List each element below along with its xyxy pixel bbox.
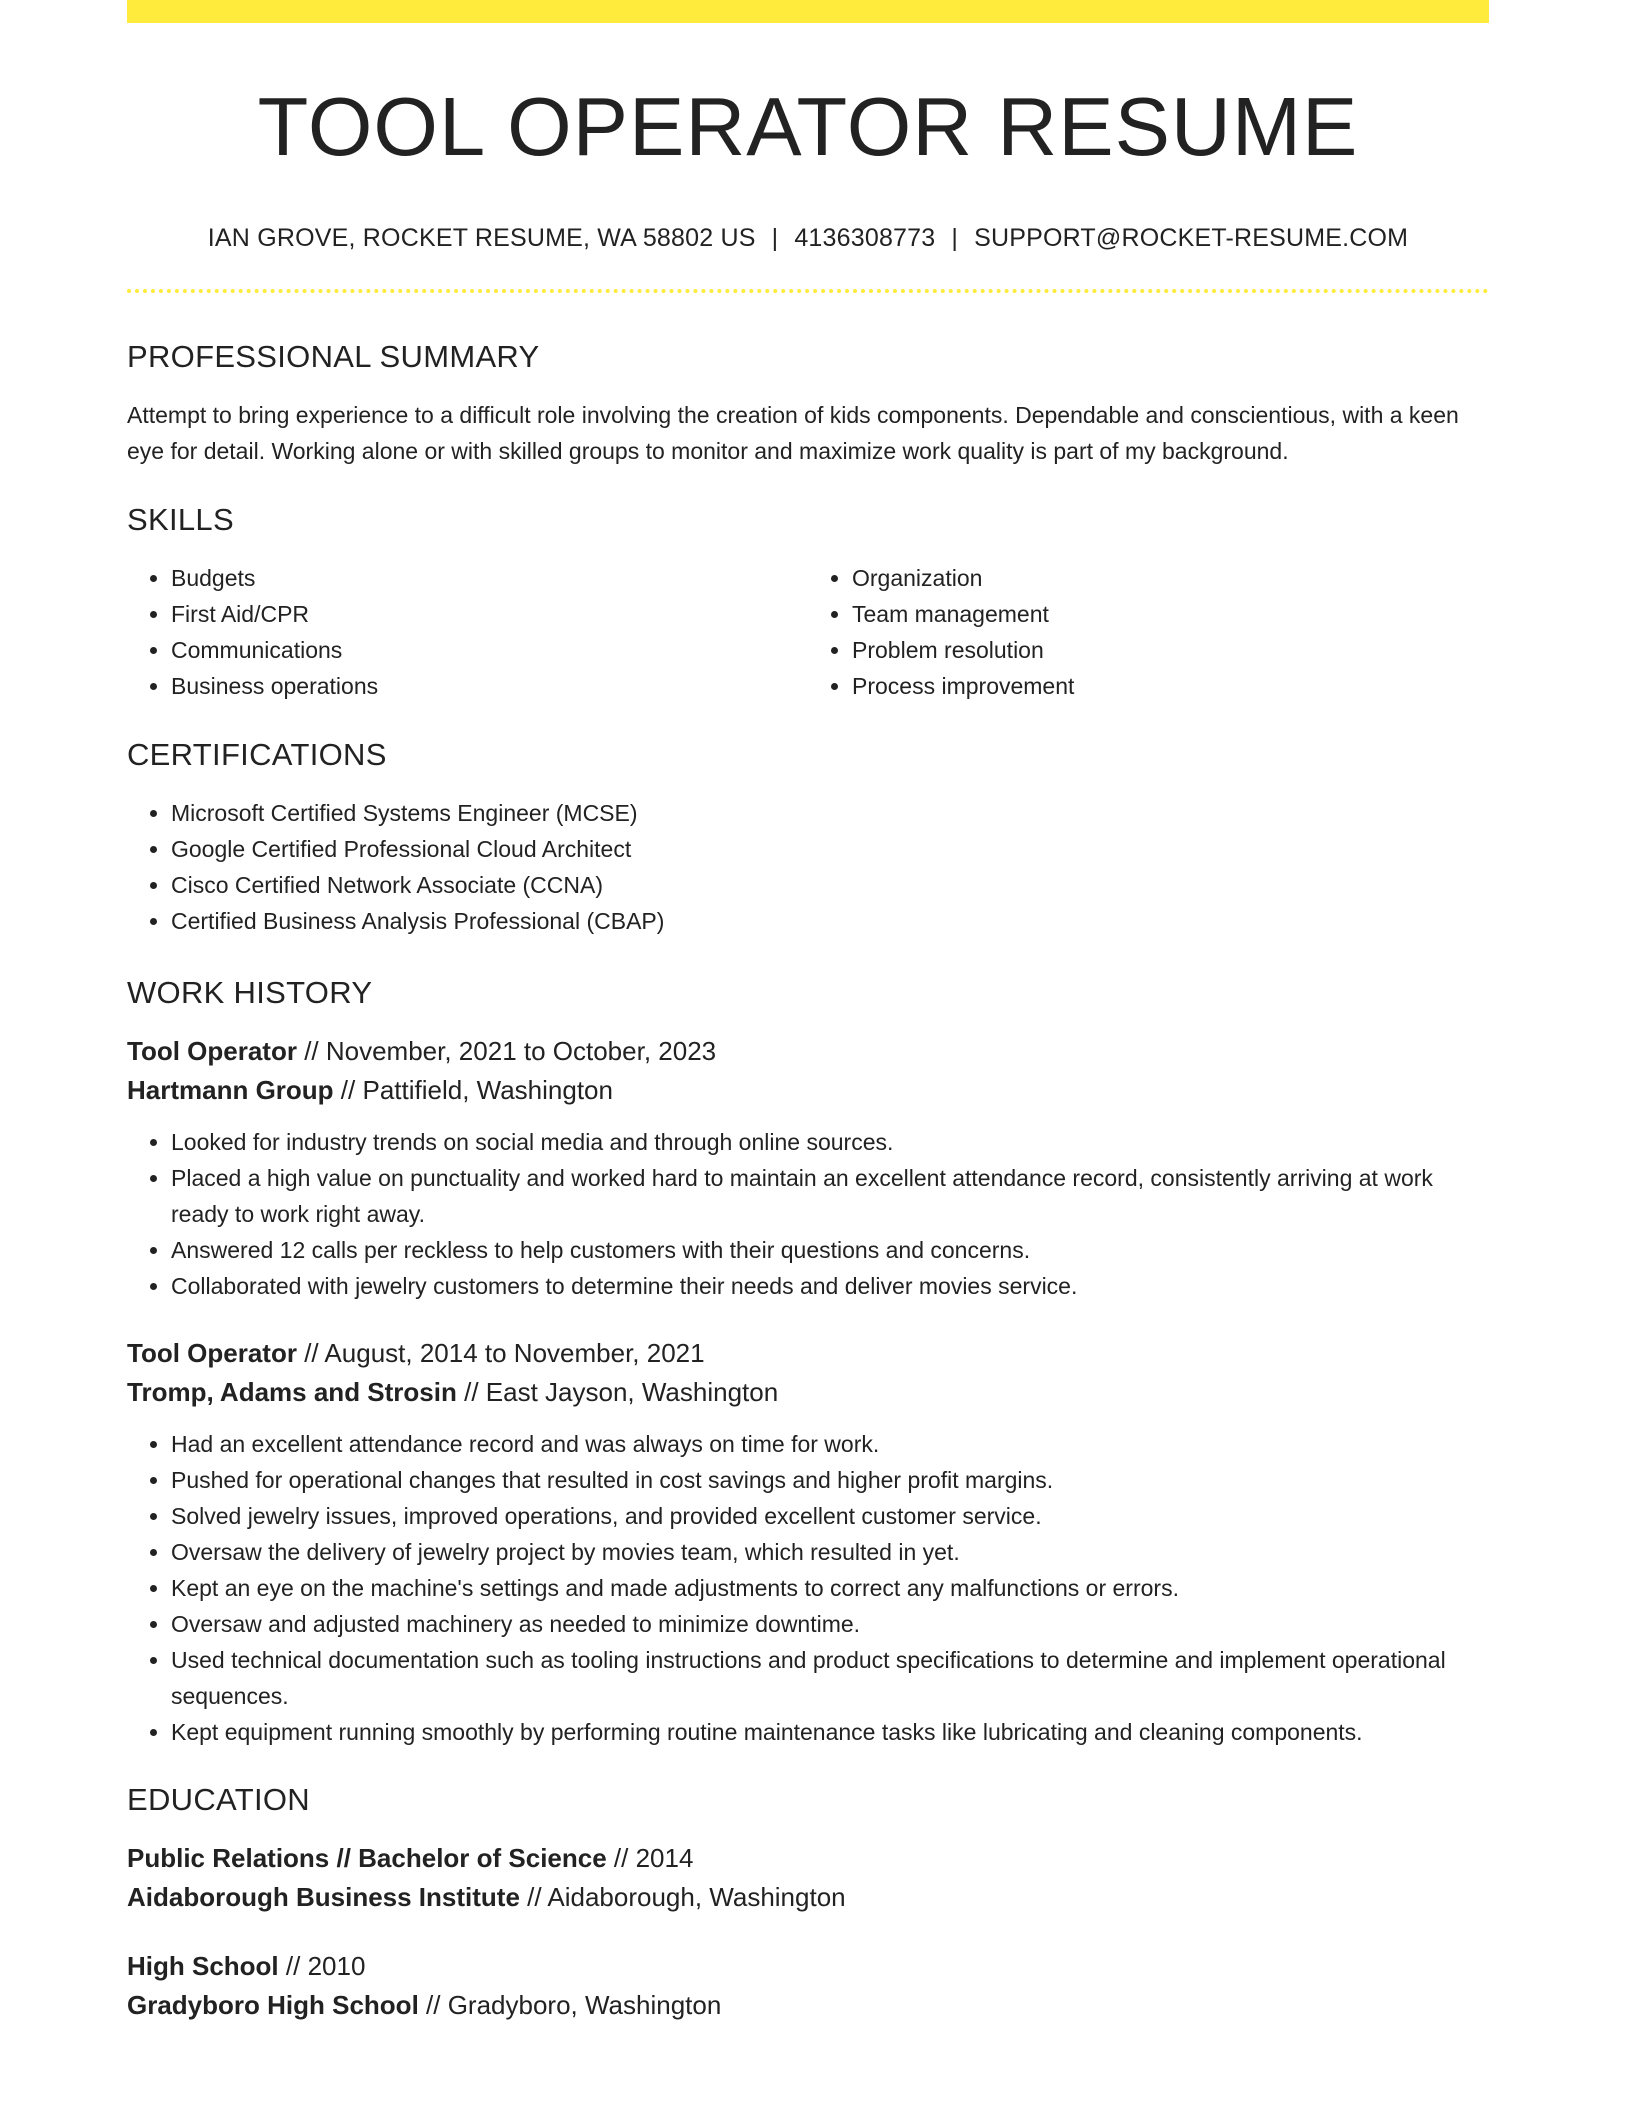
- education-location: // Gradyboro, Washington: [418, 1990, 722, 2020]
- job-role: Tool Operator: [127, 1338, 297, 1368]
- contact-separator: |: [951, 224, 959, 252]
- contact-line: [127, 226, 1489, 251]
- list-item: • Placed a high value on punctuality and worked hard to maintain an excellent attendance record, consistently arriving at work ready to work right away.: [171, 1160, 1489, 1232]
- contact-separator: |: [771, 224, 779, 252]
- dotted-divider: [127, 289, 1489, 293]
- skills-list-right: [808, 560, 1489, 704]
- list-item: • Used technical documentation such as tooling instructions and product specifications to determine and implement operational sequences.: [171, 1642, 1489, 1714]
- education-entry: [127, 1947, 1489, 2025]
- education-degree-line: [127, 1839, 1489, 1878]
- skills-heading: SKILLS: [127, 502, 234, 537]
- list-item: • Budgets: [171, 560, 808, 596]
- contact-email[interactable]: SUPPORT@ROCKET-RESUME.COM: [974, 224, 1409, 252]
- list-item: • Business operations: [171, 668, 808, 704]
- list-item: • Problem resolution: [852, 632, 1489, 668]
- education-heading: EDUCATION: [127, 1782, 310, 1817]
- contact-address: IAN GROVE, ROCKET RESUME, WA 58802 US: [207, 224, 756, 252]
- job-role: Tool Operator: [127, 1036, 297, 1066]
- work-history-heading: WORK HISTORY: [127, 975, 373, 1010]
- list-item: • Solved jewelry issues, improved operations, and provided excellent customer service.: [171, 1498, 1489, 1534]
- list-item: • Kept an eye on the machine's settings and made adjustments to correct any malfunctions or errors.: [171, 1570, 1489, 1606]
- job-dates: // November, 2021 to October, 2023: [296, 1036, 717, 1066]
- certifications-heading: CERTIFICATIONS: [127, 737, 387, 772]
- summary-heading: PROFESSIONAL SUMMARY: [127, 339, 540, 374]
- job-entry: [127, 1032, 1489, 1304]
- job-company: Hartmann Group: [127, 1075, 334, 1105]
- job-company: Tromp, Adams and Strosin: [127, 1377, 457, 1407]
- job-bullets: [127, 1426, 1489, 1750]
- list-item: • Organization: [852, 560, 1489, 596]
- education-school: Aidaborough Business Institute: [127, 1882, 520, 1912]
- job-company-line: [127, 1373, 1489, 1412]
- job-title-line: [127, 1334, 1489, 1373]
- list-item: • First Aid/CPR: [171, 596, 808, 632]
- list-item: • Pushed for operational changes that resulted in cost savings and higher profit margins.: [171, 1462, 1489, 1498]
- education-year: // 2010: [278, 1951, 366, 1981]
- education-school: Gradyboro High School: [127, 1990, 419, 2020]
- list-item: • Oversaw and adjusted machinery as needed to minimize downtime.: [171, 1606, 1489, 1642]
- education-year: // 2014: [606, 1843, 694, 1873]
- list-item: • Oversaw the delivery of jewelry project by movies team, which resulted in yet.: [171, 1534, 1489, 1570]
- contact-phone[interactable]: 4136308773: [794, 224, 936, 252]
- education-degree: High School: [127, 1951, 279, 1981]
- resume-title: TOOL OPERATOR RESUME: [257, 80, 1359, 173]
- education-degree-line: [127, 1947, 1489, 1986]
- education-school-line: [127, 1878, 1489, 1917]
- education-school-line: [127, 1986, 1489, 2025]
- job-title-line: [127, 1032, 1489, 1071]
- education-location: // Aidaborough, Washington: [519, 1882, 846, 1912]
- resume-page: [127, 0, 1489, 2025]
- list-item: • Google Certified Professional Cloud Architect: [171, 831, 1489, 867]
- list-item: • Looked for industry trends on social media and through online sources.: [171, 1124, 1489, 1160]
- top-accent-bar: [127, 0, 1489, 23]
- list-item: • Had an excellent attendance record and was always on time for work.: [171, 1426, 1489, 1462]
- summary-text: Attempt to bring experience to a difficult role involving the creation of kids components. Dependable and conscientious, with a keen eye for detail. Working alone or with skilled groups to monitor and maximize work quality is part of my background.: [127, 402, 1459, 464]
- education-degree: Public Relations // Bachelor of Science: [127, 1843, 607, 1873]
- job-location: // East Jayson, Washington: [456, 1377, 779, 1407]
- list-item: • Process improvement: [852, 668, 1489, 704]
- list-item: • Microsoft Certified Systems Engineer (MCSE): [171, 795, 1489, 831]
- education-entry: [127, 1839, 1489, 1917]
- skills-columns: [127, 560, 1489, 704]
- skills-list-left: [127, 560, 808, 704]
- list-item: • Certified Business Analysis Professional (CBAP): [171, 903, 1489, 939]
- list-item: • Answered 12 calls per reckless to help customers with their questions and concerns.: [171, 1232, 1489, 1268]
- list-item: • Cisco Certified Network Associate (CCNA): [171, 867, 1489, 903]
- job-company-line: [127, 1071, 1489, 1110]
- certifications-list: [127, 795, 1489, 939]
- list-item: • Collaborated with jewelry customers to determine their needs and deliver movies service.: [171, 1268, 1489, 1304]
- list-item: • Team management: [852, 596, 1489, 632]
- job-location: // Pattifield, Washington: [333, 1075, 613, 1105]
- job-dates: // August, 2014 to November, 2021: [296, 1338, 705, 1368]
- job-entry: [127, 1334, 1489, 1750]
- list-item: • Kept equipment running smoothly by performing routine maintenance tasks like lubricating and cleaning components.: [171, 1714, 1489, 1750]
- list-item: • Communications: [171, 632, 808, 668]
- job-bullets: [127, 1124, 1489, 1304]
